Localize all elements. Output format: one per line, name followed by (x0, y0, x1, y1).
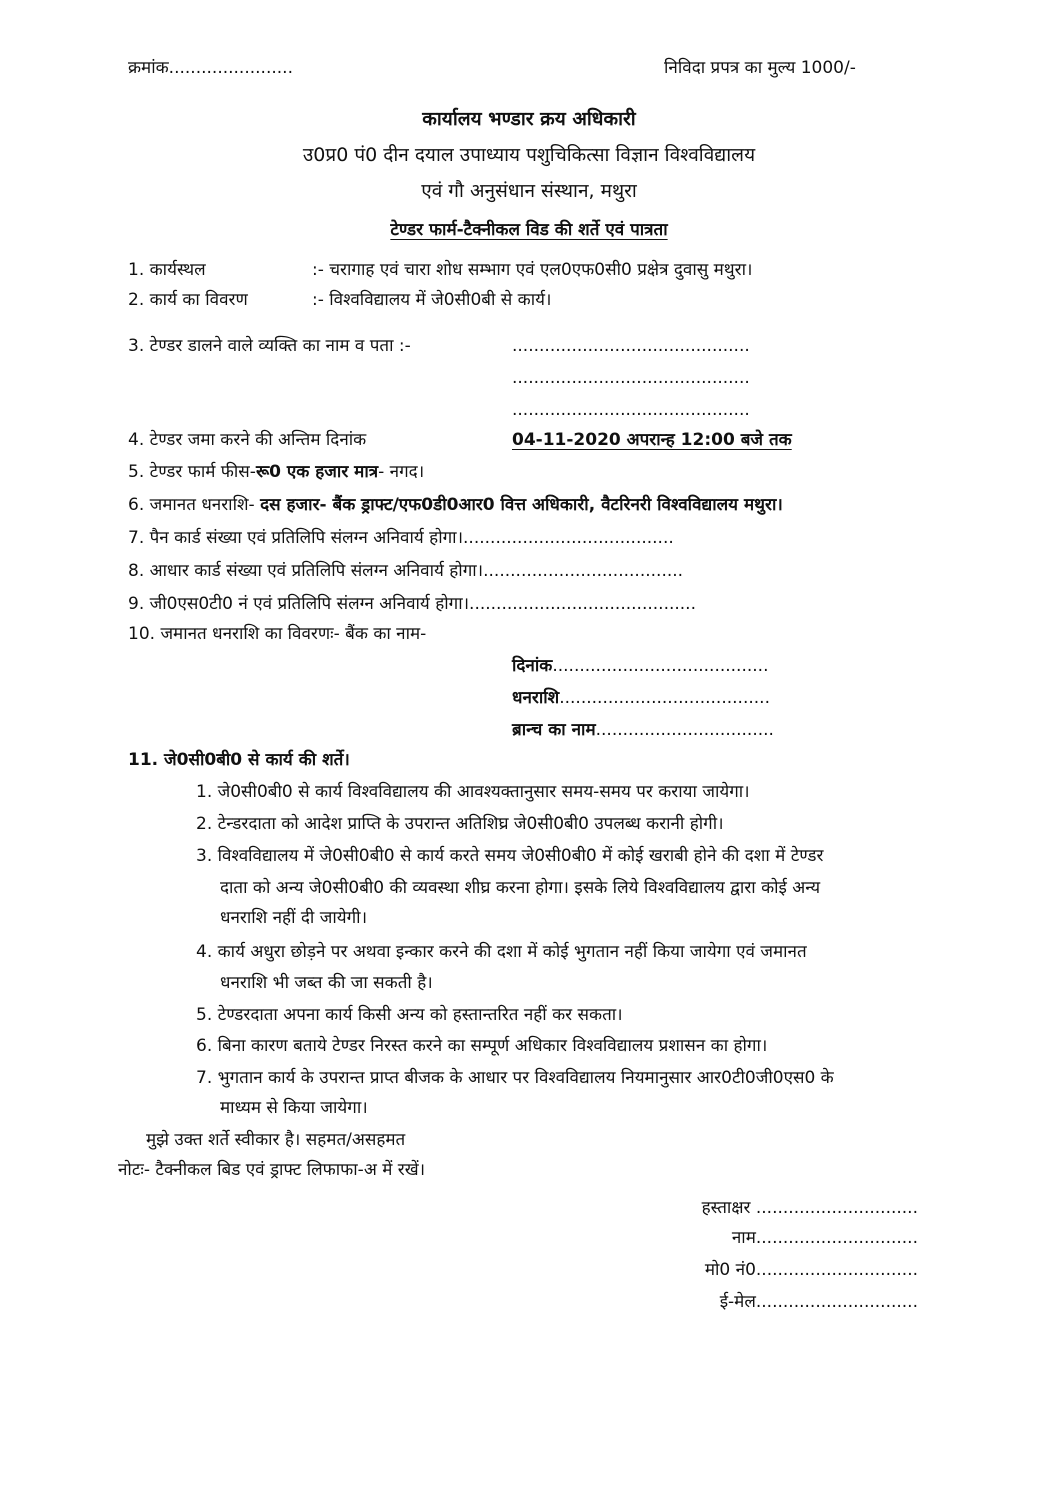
item-3-dots-line: ............................................ (512, 368, 750, 388)
office-title: कार्यालय भण्डार क्रय अधिकारी (422, 108, 636, 130)
condition-3-cont: धनराशि नहीं दी जायेगी। (220, 908, 368, 928)
item-3-label: 3. टेण्डर डालने वाले व्यक्ति का नाम व पता :- (128, 336, 411, 356)
item-6-value: दस हजार- बैंक ड्राफ्ट/एफ0डी0आर0 वित्त अधिकारी, वैटरिनरी विश्वविद्यालय मथुरा। (260, 495, 783, 515)
condition-4: 4. कार्य अधुरा छोड़ने पर अथवा इन्कार करने की दशा में कोई भुगतान नहीं किया जायेगा एवं जमानत (196, 942, 807, 962)
condition-3-cont: दाता को अन्य जे0सी0बी0 की व्यवस्था शीघ्र करना होगा। इसके लिये विश्वविद्यालय द्वारा कोई अन्य (220, 878, 821, 898)
email-field: ई-मेल.............................. (719, 1292, 918, 1312)
item-11-heading: 11. जे0सी0बी0 से कार्य की शर्ते। (128, 750, 350, 770)
deposit-date-label: दिनांक (512, 656, 553, 676)
serial-number-field: क्रमांक....................... (128, 58, 293, 78)
deposit-amount-label: धनराशि (512, 688, 560, 708)
item-7: 7. पैन कार्ड संख्या एवं प्रतिलिपि संलग्न अनिवार्य होगा।....................................... (128, 528, 674, 548)
item-3-dots-line: ............................................ (512, 336, 750, 356)
item-1-value: :- चरागाह एवं चारा शोध सम्भाग एवं एल0एफ0सी0 प्रक्षेत्र दुवासु मथुरा। (312, 260, 753, 280)
deposit-date-dots: ........................................ (552, 656, 769, 676)
note: नोटः- टैक्नीकल बिड एवं ड्राफ्ट लिफाफा-अ में रखें। (118, 1160, 426, 1180)
form-heading: टेण्डर फार्म-टैक्नीकल विड की शर्ते एवं पात्रता (390, 220, 668, 240)
condition-4-cont: धनराशि भी जब्त की जा सकती है। (220, 973, 433, 993)
institute-name: एवं गौ अनुसंधान संस्थान, मथुरा (421, 180, 637, 202)
condition-3: 3. विश्वविद्यालय में जे0सी0बी0 से कार्य करते समय जे0सी0बी0 में कोई खराबी होने की दशा में टेण्डर (196, 846, 824, 866)
item-9: 9. जी0एस0टी0 नं एवं प्रतिलिपि संलग्न अनिवार्य होगा।.......................................... (128, 594, 696, 614)
acceptance-statement: मुझे उक्त शर्ते स्वीकार है। सहमत/असहमत (146, 1130, 406, 1150)
branch-name-dots: ................................. (595, 720, 774, 740)
branch-name-label: ब्रान्च का नाम (512, 720, 596, 740)
condition-5: 5. टेण्डरदाता अपना कार्य किसी अन्य को हस्तान्तरित नहीं कर सकता। (196, 1005, 623, 1025)
condition-2: 2. टेन्डरदाता को आदेश प्राप्ति के उपरान्त अतिशिघ्र जे0सी0बी0 उपलब्ध करानी होगी। (196, 814, 724, 834)
item-5 (128, 464, 424, 481)
item-2-value: :- विश्वविद्यालय में जे0सी0बी से कार्य। (312, 290, 552, 310)
item-1-label: 1. कार्यस्थल (128, 260, 206, 280)
item-8: 8. आधार कार्ड संख्या एवं प्रतिलिपि संलग्न अनिवार्य होगा।..................................... (128, 561, 684, 581)
item-6 (128, 497, 783, 514)
item-3-dots-line: ............................................ (512, 400, 750, 420)
name-field: नाम.............................. (731, 1228, 918, 1248)
condition-7-cont: माध्यम से किया जायेगा। (220, 1098, 368, 1118)
deposit-date-field (512, 658, 768, 675)
item-5-rest: - नगद। (378, 462, 425, 482)
mobile-field: मो0 नं0.............................. (704, 1260, 918, 1280)
form-price: निविदा प्रपत्र का मुल्य 1000/- (664, 58, 856, 78)
deposit-amount-dots: ....................................... (559, 688, 770, 708)
university-name: उ0प्र0 पं0 दीन दयाल उपाध्याय पशुचिकित्सा विज्ञान विश्वविद्यालय (302, 144, 756, 166)
deposit-amount-field (512, 690, 770, 707)
item-4-label: 4. टेण्डर जमा करने की अन्तिम दिनांक (128, 430, 367, 450)
condition-1: 1. जे0सी0बी0 से कार्य विश्वविद्यालय की आवश्यक्तानुसार समय-समय पर कराया जायेगा। (196, 782, 750, 802)
signature-field: हस्ताक्षर .............................. (701, 1198, 918, 1218)
branch-name-field (512, 722, 774, 739)
item-5-label: 5. टेण्डर फार्म फीस- (128, 462, 256, 482)
item-6-label: 6. जमानत धनराशि- (128, 495, 261, 515)
condition-7: 7. भुगतान कार्य के उपरान्त प्राप्त बीजक के आधार पर विश्वविद्यालय नियमानुसार आर0टी0जी0एस0 के (196, 1068, 834, 1088)
item-4-deadline: 04-11-2020 अपरान्ह 12:00 बजे तक (512, 430, 792, 450)
item-10: 10. जमानत धनराशि का विवरणः- बैंक का नाम- (128, 624, 427, 644)
item-2-label: 2. कार्य का विवरण (128, 290, 248, 310)
condition-6: 6. बिना कारण बताये टेण्डर निरस्त करने का सम्पूर्ण अधिकार विश्वविद्यालय प्रशासन का होगा। (196, 1036, 768, 1056)
item-5-fee: रू0 एक हजार मात्र (255, 462, 379, 482)
